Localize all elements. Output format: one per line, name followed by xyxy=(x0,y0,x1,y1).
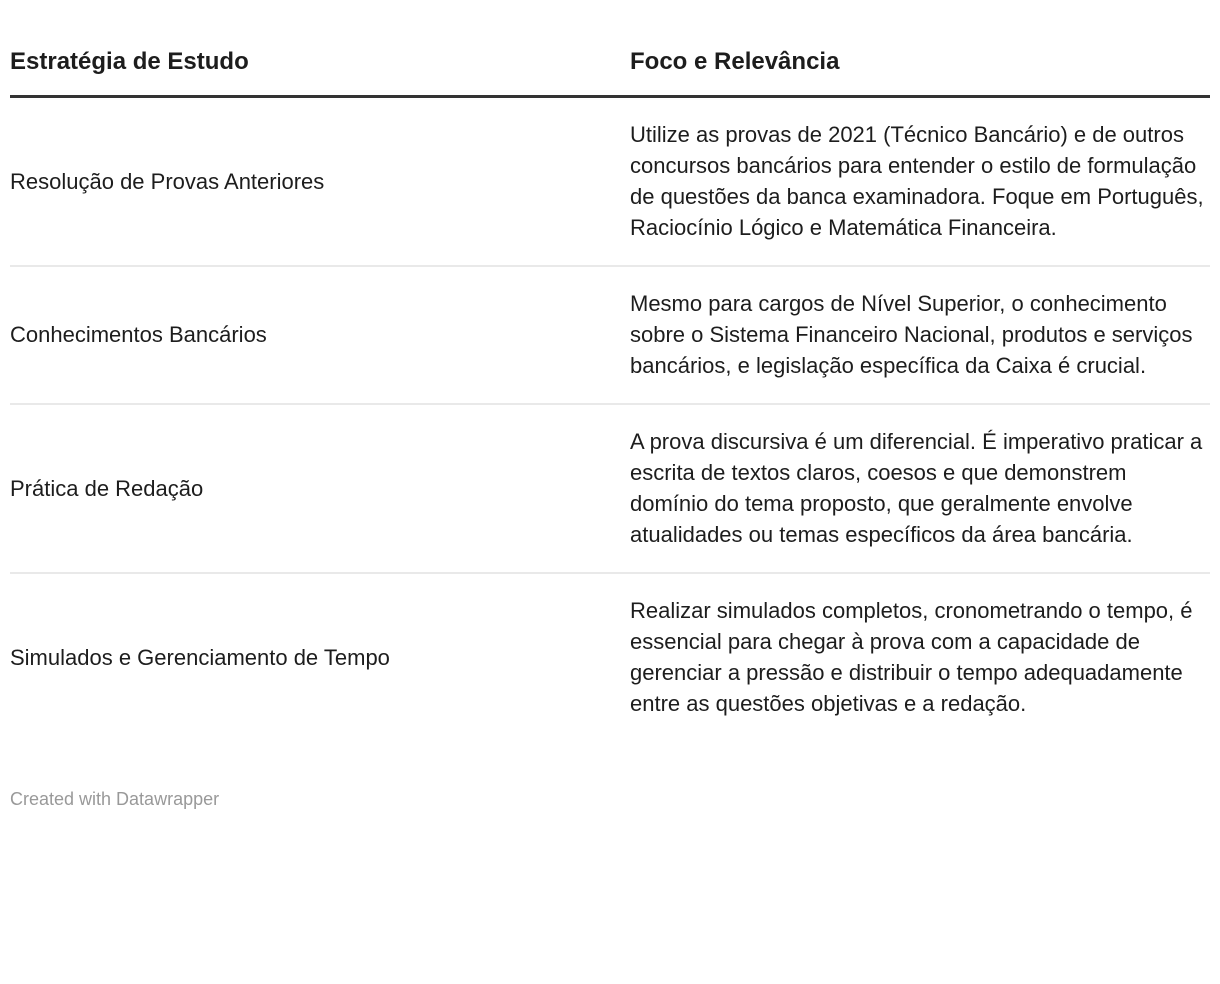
table-row xyxy=(10,573,1210,741)
study-strategy-table xyxy=(10,0,1210,741)
strategy-cell-simulados-e-tempo: Simulados e Gerenciamento de Tempo xyxy=(10,644,390,670)
focus-cell-conhecimentos-bancarios: Mesmo para cargos de Nível Superior, o conhecimento sobre o Sistema Financeiro Nacional, produtos e serviços bancários, e legislação específica da Caixa é crucial. xyxy=(630,291,1193,378)
column-header-estrategia-de-estudo: Estratégia de Estudo xyxy=(10,0,630,97)
table-body xyxy=(10,97,1210,742)
header-row xyxy=(10,0,1210,97)
focus-cell-simulados-e-tempo: Realizar simulados completos, cronometrando o tempo, é essencial para chegar à prova com a capacidade de gerenciar a pressão e distribuir o tempo adequadamente entre as questões objetivas e a redação. xyxy=(630,598,1193,716)
focus-cell-pratica-de-redacao: A prova discursiva é um diferencial. É imperativo praticar a escrita de textos claros, coesos e que demonstrem domínio do tema proposto, que geralmente envolve atualidades ou temas específicos da área bancária. xyxy=(630,429,1203,547)
column-header-foco-e-relevancia: Foco e Relevância xyxy=(630,0,1210,97)
strategy-cell-resolucao-de-provas: Resolução de Provas Anteriores xyxy=(10,168,325,194)
table-header xyxy=(10,0,1210,97)
strategy-cell-pratica-de-redacao: Prática de Redação xyxy=(10,475,204,501)
focus-cell-resolucao-de-provas: Utilize as provas de 2021 (Técnico Bancário) e de outros concursos bancários para entender o estilo de formulação de questões da banca examinadora. Foque em Português, Raciocínio Lógico e Matemática Financeira. xyxy=(630,122,1204,240)
table-row xyxy=(10,266,1210,404)
datawrapper-credit-link[interactable]: Created with Datawrapper xyxy=(10,789,220,809)
table-row xyxy=(10,97,1210,267)
strategy-cell-conhecimentos-bancarios: Conhecimentos Bancários xyxy=(10,322,267,347)
table-row xyxy=(10,404,1210,573)
